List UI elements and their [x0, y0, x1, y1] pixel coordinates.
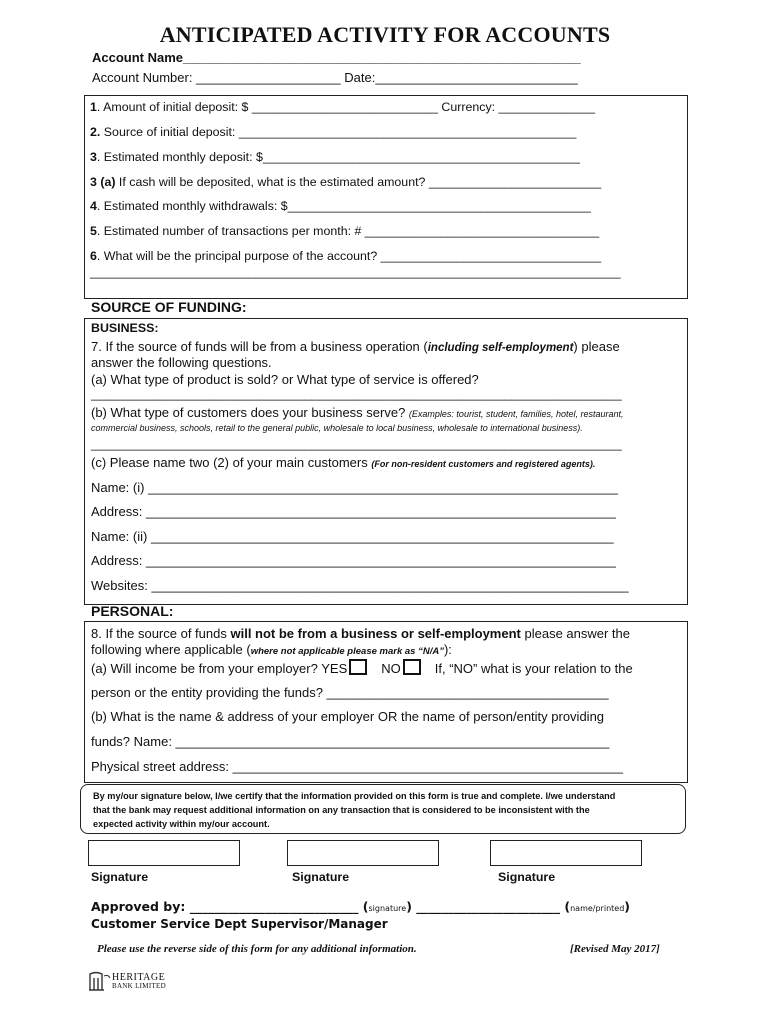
q7-intro-line2: answer the following questions.: [91, 355, 272, 370]
footer-note: Please use the reverse side of this form for any additional information.: [97, 943, 417, 955]
physical-address-field[interactable]: Physical street address: ______________________________________________________: [91, 759, 624, 774]
business-heading: BUSINESS:: [91, 321, 159, 335]
certification-line: By my/our signature below, I/we certify that the information provided on this form is true and complete. I/we understand: [93, 791, 616, 801]
q1-initial-deposit[interactable]: 1. Amount of initial deposit: $ ___________________________ Currency: ______________: [90, 100, 596, 114]
logo-text-heritage: HERITAGE: [112, 972, 166, 983]
q7c-main-customers: (c) Please name two (2) of your main customers (For non-resident customers and registered agents).: [91, 455, 596, 470]
customer2-address-field[interactable]: Address: _________________________________________________________________: [91, 553, 616, 568]
q7a-product-service: (a) What type of product is sold? or What type of service is offered?: [91, 372, 479, 387]
q7a-answer-line[interactable]: _____________________________________________________________________________: [91, 387, 622, 401]
q8a-employer-question: (a) Will income be from your employer? YES NO If, “NO” what is your relation to the: [91, 661, 633, 676]
yes-checkbox[interactable]: [349, 659, 367, 675]
revision-date: [Revised May 2017]: [570, 943, 660, 955]
certification-statement: [80, 784, 686, 834]
q6-account-purpose[interactable]: 6. What will be the principal purpose of the account? ________________________________: [90, 249, 602, 263]
logo-text-bank-limited: BANK LIMITED: [112, 982, 166, 990]
q8-intro-line2: following where applicable (where not applicable please mark as “N/A”):: [91, 642, 452, 657]
account-name-field[interactable]: Account Name_______________________________________________________: [92, 50, 581, 65]
q4-monthly-withdrawals[interactable]: 4. Estimated monthly withdrawals: $____________________________________________: [90, 199, 591, 213]
certification-line: expected activity within my/our account.: [93, 819, 270, 829]
no-checkbox[interactable]: [403, 659, 421, 675]
q7b-examples: commercial business, schools, retail to the general public, wholesale to local business, wholesale to international business).: [91, 423, 583, 433]
q6-answer-line[interactable]: _____________________________________________________________________________: [90, 265, 621, 279]
q7b-answer-line[interactable]: _____________________________________________________________________________: [91, 437, 622, 451]
customer1-name-field[interactable]: Name: (i) _________________________________________________________________: [91, 480, 619, 495]
approved-by-line[interactable]: Approved by: ___________________________ (signature) _______________________ (name/printed): [91, 899, 630, 914]
q8b-employer-question: (b) What is the name & address of your employer OR the name of person/entity providing: [91, 709, 605, 724]
customer2-name-field[interactable]: Name: (ii) ________________________________________________________________: [91, 529, 614, 544]
q7b-customers: (b) What type of customers does your business serve? (Examples: tourist, student, families, hotel, restaurant,: [91, 405, 624, 420]
q7-business-intro: 7. If the source of funds will be from a business operation (including self-employment) please: [91, 339, 620, 354]
heritage-bank-logo: [88, 970, 184, 992]
approver-role: Customer Service Dept Supervisor/Manager: [91, 917, 388, 931]
q2-source-of-deposit[interactable]: 2. Source of initial deposit: _________________________________________________: [90, 125, 577, 139]
page-title: ANTICIPATED ACTIVITY FOR ACCOUNTS: [159, 22, 611, 47]
signature-box-3[interactable]: [490, 840, 642, 866]
q8-personal-intro: 8. If the source of funds will not be from a business or self-employment please answer the: [91, 626, 630, 641]
signature-label-2: Signature: [292, 870, 350, 884]
source-of-funding-heading: SOURCE OF FUNDING:: [91, 299, 247, 315]
q5-transactions-per-month[interactable]: 5. Estimated number of transactions per month: # __________________________________: [90, 224, 600, 238]
q8b-name-field[interactable]: funds? Name: ____________________________________________________________: [91, 734, 610, 749]
q3-monthly-deposit[interactable]: 3. Estimated monthly deposit: $______________________________________________: [90, 150, 580, 164]
signature-label-1: Signature: [91, 870, 149, 884]
customer1-address-field[interactable]: Address: _________________________________________________________________: [91, 504, 616, 519]
signature-box-2[interactable]: [287, 840, 439, 866]
q3a-cash-amount[interactable]: 3 (a) If cash will be deposited, what is the estimated amount? _________________________: [90, 175, 602, 189]
account-number-date-field[interactable]: Account Number: ____________________ Date:____________________________: [92, 70, 578, 85]
certification-line: that the bank may request additional information on any transaction that is considered to be inconsistent with the: [93, 805, 590, 815]
websites-field[interactable]: Websites: __________________________________________________________________: [91, 578, 629, 593]
signature-box-1[interactable]: [88, 840, 240, 866]
signature-label-3: Signature: [498, 870, 556, 884]
q8a-relation-field[interactable]: person or the entity providing the funds? _______________________________________: [91, 685, 609, 700]
personal-heading: PERSONAL:: [91, 603, 174, 619]
